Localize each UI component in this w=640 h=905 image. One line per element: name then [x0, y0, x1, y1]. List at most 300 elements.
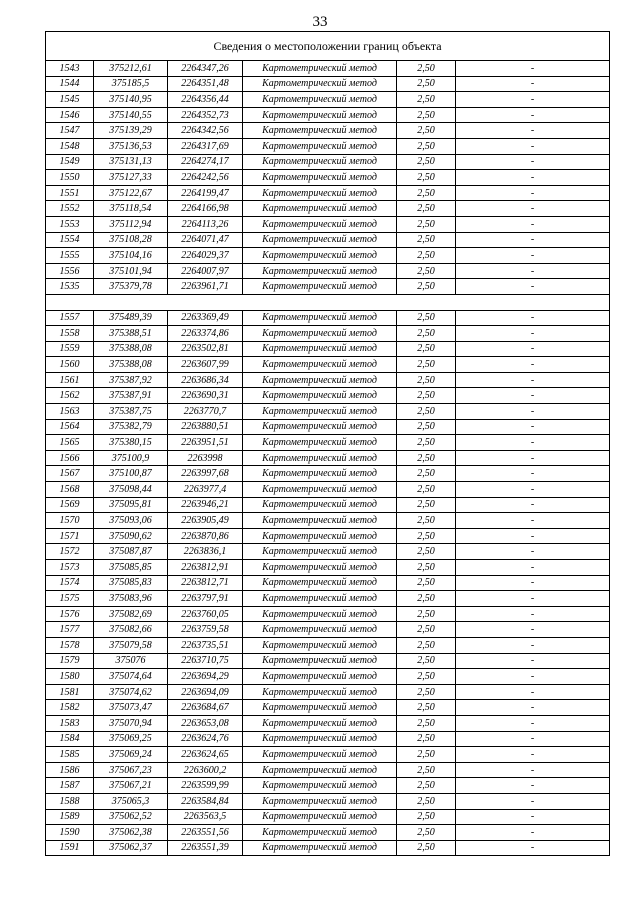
accuracy-cell: 2,50 [397, 419, 456, 435]
x-coordinate-cell: 375062,52 [94, 809, 168, 825]
description-cell: - [456, 388, 610, 404]
x-coordinate-cell: 375388,08 [94, 357, 168, 373]
section-separator-row [46, 294, 610, 310]
accuracy-cell: 2,50 [397, 637, 456, 653]
accuracy-cell: 2,50 [397, 544, 456, 560]
point-number-cell: 1562 [46, 388, 94, 404]
accuracy-cell: 2,50 [397, 170, 456, 186]
point-number-cell: 1551 [46, 185, 94, 201]
y-coordinate-cell: 2264113,26 [168, 216, 243, 232]
description-cell: - [456, 669, 610, 685]
y-coordinate-cell: 2263686,34 [168, 372, 243, 388]
y-coordinate-cell: 2263770,7 [168, 404, 243, 420]
description-cell: - [456, 61, 610, 77]
x-coordinate-cell: 375387,91 [94, 388, 168, 404]
y-coordinate-cell: 2263735,51 [168, 637, 243, 653]
point-number-cell: 1563 [46, 404, 94, 420]
determination-method-cell: Картометрический метод [243, 715, 397, 731]
table-row [46, 404, 610, 420]
x-coordinate-cell: 375212,61 [94, 61, 168, 77]
determination-method-cell: Картометрический метод [243, 575, 397, 591]
description-cell: - [456, 653, 610, 669]
description-cell: - [456, 778, 610, 794]
accuracy-cell: 2,50 [397, 388, 456, 404]
y-coordinate-cell: 2263812,71 [168, 575, 243, 591]
x-coordinate-cell: 375074,64 [94, 669, 168, 685]
table-row [46, 497, 610, 513]
accuracy-cell: 2,50 [397, 248, 456, 264]
y-coordinate-cell: 2263374,86 [168, 326, 243, 342]
determination-method-cell: Картометрический метод [243, 310, 397, 326]
point-number-cell: 1580 [46, 669, 94, 685]
determination-method-cell: Картометрический метод [243, 528, 397, 544]
accuracy-cell: 2,50 [397, 793, 456, 809]
point-number-cell: 1586 [46, 762, 94, 778]
determination-method-cell: Картометрический метод [243, 263, 397, 279]
y-coordinate-cell: 2263760,05 [168, 606, 243, 622]
table-row [46, 700, 610, 716]
x-coordinate-cell: 375085,83 [94, 575, 168, 591]
determination-method-cell: Картометрический метод [243, 466, 397, 482]
table-title: Сведения о местоположении границ объекта [46, 32, 610, 61]
description-cell: - [456, 637, 610, 653]
table-row [46, 154, 610, 170]
description-cell: - [456, 279, 610, 295]
table-row [46, 123, 610, 139]
accuracy-cell: 2,50 [397, 216, 456, 232]
point-number-cell: 1544 [46, 76, 94, 92]
table-row [46, 92, 610, 108]
y-coordinate-cell: 2263551,56 [168, 825, 243, 841]
description-cell: - [456, 372, 610, 388]
point-number-cell: 1535 [46, 279, 94, 295]
point-number-cell: 1585 [46, 747, 94, 763]
table-row [46, 201, 610, 217]
y-coordinate-cell: 2264351,48 [168, 76, 243, 92]
y-coordinate-cell: 2264007,97 [168, 263, 243, 279]
description-cell: - [456, 466, 610, 482]
description-cell: - [456, 809, 610, 825]
y-coordinate-cell: 2264347,26 [168, 61, 243, 77]
point-number-cell: 1589 [46, 809, 94, 825]
y-coordinate-cell: 2263599,99 [168, 778, 243, 794]
accuracy-cell: 2,50 [397, 185, 456, 201]
determination-method-cell: Картометрический метод [243, 61, 397, 77]
accuracy-cell: 2,50 [397, 715, 456, 731]
y-coordinate-cell: 2263690,31 [168, 388, 243, 404]
description-cell: - [456, 825, 610, 841]
x-coordinate-cell: 375069,25 [94, 731, 168, 747]
determination-method-cell: Картометрический метод [243, 669, 397, 685]
point-number-cell: 1561 [46, 372, 94, 388]
determination-method-cell: Картометрический метод [243, 762, 397, 778]
description-cell: - [456, 92, 610, 108]
table-title-row [46, 32, 610, 61]
point-number-cell: 1566 [46, 450, 94, 466]
table-row [46, 372, 610, 388]
determination-method-cell: Картометрический метод [243, 279, 397, 295]
table-row [46, 825, 610, 841]
accuracy-cell: 2,50 [397, 279, 456, 295]
x-coordinate-cell: 375098,44 [94, 482, 168, 498]
table-row [46, 575, 610, 591]
accuracy-cell: 2,50 [397, 513, 456, 529]
y-coordinate-cell: 2263997,68 [168, 466, 243, 482]
point-number-cell: 1582 [46, 700, 94, 716]
description-cell: - [456, 170, 610, 186]
y-coordinate-cell: 2263961,71 [168, 279, 243, 295]
point-number-cell: 1568 [46, 482, 94, 498]
determination-method-cell: Картометрический метод [243, 622, 397, 638]
accuracy-cell: 2,50 [397, 435, 456, 451]
determination-method-cell: Картометрический метод [243, 731, 397, 747]
table-row [46, 544, 610, 560]
description-cell: - [456, 513, 610, 529]
x-coordinate-cell: 375122,67 [94, 185, 168, 201]
accuracy-cell: 2,50 [397, 700, 456, 716]
point-number-cell: 1587 [46, 778, 94, 794]
x-coordinate-cell: 375379,78 [94, 279, 168, 295]
x-coordinate-cell: 375388,51 [94, 326, 168, 342]
point-number-cell: 1548 [46, 138, 94, 154]
x-coordinate-cell: 375127,33 [94, 170, 168, 186]
x-coordinate-cell: 375079,58 [94, 637, 168, 653]
determination-method-cell: Картометрический метод [243, 185, 397, 201]
determination-method-cell: Картометрический метод [243, 544, 397, 560]
y-coordinate-cell: 2263369,49 [168, 310, 243, 326]
determination-method-cell: Картометрический метод [243, 123, 397, 139]
point-number-cell: 1554 [46, 232, 94, 248]
y-coordinate-cell: 2264317,69 [168, 138, 243, 154]
accuracy-cell: 2,50 [397, 138, 456, 154]
table-row [46, 170, 610, 186]
y-coordinate-cell: 2263600,2 [168, 762, 243, 778]
table-row [46, 840, 610, 856]
table-row [46, 263, 610, 279]
y-coordinate-cell: 2263694,29 [168, 669, 243, 685]
determination-method-cell: Картометрический метод [243, 232, 397, 248]
x-coordinate-cell: 375085,85 [94, 560, 168, 576]
x-coordinate-cell: 375093,06 [94, 513, 168, 529]
y-coordinate-cell: 2263870,86 [168, 528, 243, 544]
description-cell: - [456, 310, 610, 326]
y-coordinate-cell: 2264242,56 [168, 170, 243, 186]
table-row [46, 232, 610, 248]
accuracy-cell: 2,50 [397, 92, 456, 108]
accuracy-cell: 2,50 [397, 560, 456, 576]
table-row [46, 747, 610, 763]
determination-method-cell: Картометрический метод [243, 435, 397, 451]
determination-method-cell: Картометрический метод [243, 825, 397, 841]
accuracy-cell: 2,50 [397, 450, 456, 466]
description-cell: - [456, 840, 610, 856]
y-coordinate-cell: 2264356,44 [168, 92, 243, 108]
y-coordinate-cell: 2264342,56 [168, 123, 243, 139]
y-coordinate-cell: 2263880,51 [168, 419, 243, 435]
description-cell: - [456, 232, 610, 248]
description-cell: - [456, 684, 610, 700]
x-coordinate-cell: 375185,5 [94, 76, 168, 92]
description-cell: - [456, 528, 610, 544]
description-cell: - [456, 435, 610, 451]
x-coordinate-cell: 375101,94 [94, 263, 168, 279]
table-row [46, 809, 610, 825]
y-coordinate-cell: 2263946,21 [168, 497, 243, 513]
description-cell: - [456, 606, 610, 622]
point-number-cell: 1574 [46, 575, 94, 591]
x-coordinate-cell: 375087,87 [94, 544, 168, 560]
table-row [46, 669, 610, 685]
point-number-cell: 1567 [46, 466, 94, 482]
point-number-cell: 1572 [46, 544, 94, 560]
description-cell: - [456, 154, 610, 170]
table-row [46, 61, 610, 77]
y-coordinate-cell: 2263998 [168, 450, 243, 466]
point-number-cell: 1584 [46, 731, 94, 747]
table-row [46, 528, 610, 544]
x-coordinate-cell: 375380,15 [94, 435, 168, 451]
description-cell: - [456, 560, 610, 576]
x-coordinate-cell: 375065,3 [94, 793, 168, 809]
table-row [46, 310, 610, 326]
x-coordinate-cell: 375082,66 [94, 622, 168, 638]
x-coordinate-cell: 375074,62 [94, 684, 168, 700]
table-row [46, 637, 610, 653]
description-cell: - [456, 747, 610, 763]
x-coordinate-cell: 375387,92 [94, 372, 168, 388]
description-cell: - [456, 404, 610, 420]
y-coordinate-cell: 2263905,49 [168, 513, 243, 529]
description-cell: - [456, 185, 610, 201]
accuracy-cell: 2,50 [397, 591, 456, 607]
accuracy-cell: 2,50 [397, 762, 456, 778]
x-coordinate-cell: 375387,75 [94, 404, 168, 420]
description-cell: - [456, 731, 610, 747]
table-row [46, 591, 610, 607]
accuracy-cell: 2,50 [397, 404, 456, 420]
point-number-cell: 1590 [46, 825, 94, 841]
point-number-cell: 1556 [46, 263, 94, 279]
accuracy-cell: 2,50 [397, 622, 456, 638]
determination-method-cell: Картометрический метод [243, 248, 397, 264]
point-number-cell: 1581 [46, 684, 94, 700]
y-coordinate-cell: 2263812,91 [168, 560, 243, 576]
x-coordinate-cell: 375140,95 [94, 92, 168, 108]
table-row [46, 435, 610, 451]
description-cell: - [456, 341, 610, 357]
table-row [46, 341, 610, 357]
x-coordinate-cell: 375067,23 [94, 762, 168, 778]
determination-method-cell: Картометрический метод [243, 388, 397, 404]
determination-method-cell: Картометрический метод [243, 637, 397, 653]
x-coordinate-cell: 375069,24 [94, 747, 168, 763]
table-row [46, 513, 610, 529]
y-coordinate-cell: 2264029,37 [168, 248, 243, 264]
x-coordinate-cell: 375388,08 [94, 341, 168, 357]
determination-method-cell: Картометрический метод [243, 138, 397, 154]
x-coordinate-cell: 375131,13 [94, 154, 168, 170]
x-coordinate-cell: 375139,29 [94, 123, 168, 139]
point-number-cell: 1547 [46, 123, 94, 139]
point-number-cell: 1577 [46, 622, 94, 638]
determination-method-cell: Картометрический метод [243, 404, 397, 420]
x-coordinate-cell: 375108,28 [94, 232, 168, 248]
table-row [46, 653, 610, 669]
point-number-cell: 1559 [46, 341, 94, 357]
description-cell: - [456, 419, 610, 435]
description-cell: - [456, 138, 610, 154]
accuracy-cell: 2,50 [397, 326, 456, 342]
table-row [46, 482, 610, 498]
x-coordinate-cell: 375095,81 [94, 497, 168, 513]
determination-method-cell: Картометрический метод [243, 154, 397, 170]
determination-method-cell: Картометрический метод [243, 809, 397, 825]
determination-method-cell: Картометрический метод [243, 216, 397, 232]
y-coordinate-cell: 2263710,75 [168, 653, 243, 669]
x-coordinate-cell: 375090,62 [94, 528, 168, 544]
accuracy-cell: 2,50 [397, 482, 456, 498]
determination-method-cell: Картометрический метод [243, 326, 397, 342]
y-coordinate-cell: 2263653,08 [168, 715, 243, 731]
point-number-cell: 1588 [46, 793, 94, 809]
accuracy-cell: 2,50 [397, 731, 456, 747]
accuracy-cell: 2,50 [397, 201, 456, 217]
table-row [46, 107, 610, 123]
determination-method-cell: Картометрический метод [243, 450, 397, 466]
table-row [46, 450, 610, 466]
point-number-cell: 1569 [46, 497, 94, 513]
determination-method-cell: Картометрический метод [243, 357, 397, 373]
table-row [46, 762, 610, 778]
table-row [46, 248, 610, 264]
point-number-cell: 1549 [46, 154, 94, 170]
point-number-cell: 1558 [46, 326, 94, 342]
table-row [46, 778, 610, 794]
point-number-cell: 1557 [46, 310, 94, 326]
point-number-cell: 1576 [46, 606, 94, 622]
y-coordinate-cell: 2263624,76 [168, 731, 243, 747]
description-cell: - [456, 76, 610, 92]
x-coordinate-cell: 375076 [94, 653, 168, 669]
table-row [46, 560, 610, 576]
accuracy-cell: 2,50 [397, 669, 456, 685]
table-row [46, 388, 610, 404]
determination-method-cell: Картометрический метод [243, 513, 397, 529]
y-coordinate-cell: 2264199,47 [168, 185, 243, 201]
accuracy-cell: 2,50 [397, 123, 456, 139]
determination-method-cell: Картометрический метод [243, 793, 397, 809]
x-coordinate-cell: 375062,37 [94, 840, 168, 856]
point-number-cell: 1546 [46, 107, 94, 123]
table-row [46, 715, 610, 731]
determination-method-cell: Картометрический метод [243, 747, 397, 763]
point-number-cell: 1553 [46, 216, 94, 232]
accuracy-cell: 2,50 [397, 575, 456, 591]
accuracy-cell: 2,50 [397, 357, 456, 373]
x-coordinate-cell: 375112,94 [94, 216, 168, 232]
point-number-cell: 1583 [46, 715, 94, 731]
point-number-cell: 1578 [46, 637, 94, 653]
point-number-cell: 1570 [46, 513, 94, 529]
point-number-cell: 1565 [46, 435, 94, 451]
accuracy-cell: 2,50 [397, 154, 456, 170]
description-cell: - [456, 591, 610, 607]
description-cell: - [456, 263, 610, 279]
accuracy-cell: 2,50 [397, 310, 456, 326]
accuracy-cell: 2,50 [397, 372, 456, 388]
accuracy-cell: 2,50 [397, 232, 456, 248]
determination-method-cell: Картометрический метод [243, 92, 397, 108]
table-row [46, 466, 610, 482]
description-cell: - [456, 123, 610, 139]
accuracy-cell: 2,50 [397, 107, 456, 123]
accuracy-cell: 2,50 [397, 61, 456, 77]
point-number-cell: 1560 [46, 357, 94, 373]
description-cell: - [456, 575, 610, 591]
x-coordinate-cell: 375070,94 [94, 715, 168, 731]
point-number-cell: 1571 [46, 528, 94, 544]
determination-method-cell: Картометрический метод [243, 497, 397, 513]
y-coordinate-cell: 2263624,65 [168, 747, 243, 763]
accuracy-cell: 2,50 [397, 840, 456, 856]
determination-method-cell: Картометрический метод [243, 170, 397, 186]
x-coordinate-cell: 375062,38 [94, 825, 168, 841]
x-coordinate-cell: 375067,21 [94, 778, 168, 794]
y-coordinate-cell: 2263977,4 [168, 482, 243, 498]
determination-method-cell: Картометрический метод [243, 700, 397, 716]
accuracy-cell: 2,50 [397, 263, 456, 279]
point-number-cell: 1543 [46, 61, 94, 77]
y-coordinate-cell: 2263694,09 [168, 684, 243, 700]
description-cell: - [456, 248, 610, 264]
determination-method-cell: Картометрический метод [243, 341, 397, 357]
table-row [46, 138, 610, 154]
point-number-cell: 1555 [46, 248, 94, 264]
x-coordinate-cell: 375382,79 [94, 419, 168, 435]
table-row [46, 279, 610, 295]
y-coordinate-cell: 2263584,84 [168, 793, 243, 809]
y-coordinate-cell: 2264071,47 [168, 232, 243, 248]
description-cell: - [456, 201, 610, 217]
y-coordinate-cell: 2263836,1 [168, 544, 243, 560]
point-number-cell: 1591 [46, 840, 94, 856]
x-coordinate-cell: 375100,87 [94, 466, 168, 482]
description-cell: - [456, 482, 610, 498]
table-row [46, 216, 610, 232]
x-coordinate-cell: 375118,54 [94, 201, 168, 217]
accuracy-cell: 2,50 [397, 606, 456, 622]
accuracy-cell: 2,50 [397, 747, 456, 763]
accuracy-cell: 2,50 [397, 76, 456, 92]
description-cell: - [456, 450, 610, 466]
determination-method-cell: Картометрический метод [243, 107, 397, 123]
x-coordinate-cell: 375082,69 [94, 606, 168, 622]
table-row [46, 793, 610, 809]
point-number-cell: 1550 [46, 170, 94, 186]
determination-method-cell: Картометрический метод [243, 653, 397, 669]
determination-method-cell: Картометрический метод [243, 482, 397, 498]
x-coordinate-cell: 375083,96 [94, 591, 168, 607]
determination-method-cell: Картометрический метод [243, 840, 397, 856]
accuracy-cell: 2,50 [397, 684, 456, 700]
x-coordinate-cell: 375136,53 [94, 138, 168, 154]
point-number-cell: 1564 [46, 419, 94, 435]
boundary-coordinates-table [45, 31, 610, 856]
x-coordinate-cell: 375073,47 [94, 700, 168, 716]
point-number-cell: 1552 [46, 201, 94, 217]
point-number-cell: 1545 [46, 92, 94, 108]
table-row [46, 326, 610, 342]
